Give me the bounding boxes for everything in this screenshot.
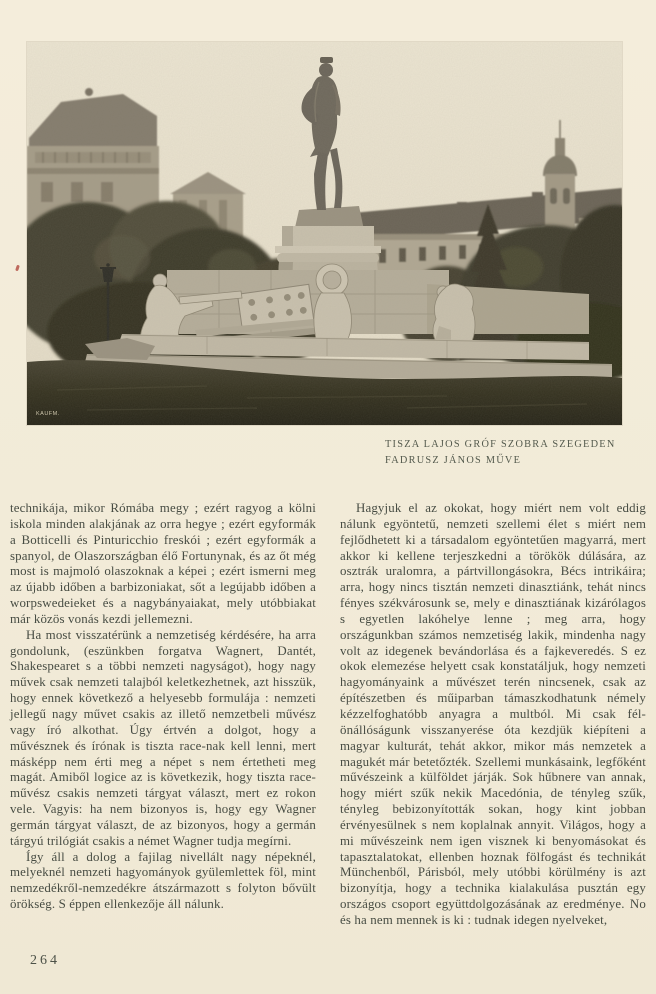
paragraph: Hagyjuk el az okokat, hogy miért nem volt eddig nálunk egyöntetű, nemzeti szellemi élet s miért nem fejlődhetett ki a társadalom egyöntetűen magyarrá, mert akkor ki kellene terjeszkedni a törökök dúlására, az osztrák uralomra, a pártvillongásokra, Bécs intrikáira; arra, hogy nincs tisztán nemzeti dinasztiánk, tehát nincs fényes székvárosunk se, mely e dinasztiának kizárólagos s egyetlen lakóhelye lenne ; meg arra, hogy országunkban számos nemzetiség lakik, mindenha nagy volt az idegenek bevándorlása és a fajkeveredés. S ez okok elemezése helyett csak konstatáljuk, hogy nemzeti hagyományaink a művészet terén nincsenek, csak az építészetben és műiparban támaszkodhatunk némely kézzelfoghatóbb anyagra a multból. Mi csak fél-önállóságunk visszanyerése óta kezdjük kiépíteni a magyar kulturát, tehát akkor, mikor más nemzetek a magukét már betetőzték. Szellemi munkásaink, legfőként művészeink a külföldet járják. Sok hűbnere van annak, hogy miért szűk nekik Macedónia, de tényleg szűk, tényleg bebizonyították sokan, hogy kint jobban érvényesülnek s nem koplalnak annyit. Világos, hogy a mi művészeink nem igen visznek ki benyomásokat és tapasztalatokat, ellenben hoznak fölfogást és technikát Münchenből, Párisból, mely utóbbi körülmény is azt bizonyítja, hogy a technika kialakulása pusztán egy országos csoport együttdolgozásának az eredménye. No és ha nem mennek is ki : tudnak idegen nyelveket, xyxy=(340,501,646,927)
caption-line-2: FADRUSZ JÁNOS MŰVE xyxy=(385,455,522,466)
left-column xyxy=(10,501,316,929)
right-column xyxy=(340,501,646,929)
page-number: 264 xyxy=(30,953,60,968)
photo-caption xyxy=(385,437,635,469)
monument-photo-art xyxy=(27,42,622,425)
text-columns xyxy=(10,501,647,929)
paragraph: technikája, mikor Rómába megy ; ezért ragyog a kölni iskola minden alakjának az orra hegye ; ezért egyformák a Botticelli és Pinturicchio freskói ; ezért egyformák a spanyol, de Olaszországban élő Fortunynak, és az őt még most is majmoló olaszoknak a képei ; ezért ismerni meg az újabb időben a barbizoniakat, sőt a legújabb időben a worpswedeieket és a nagybányaiakat, mely utóbbiakat már közös vonás kezdi jellemezni. xyxy=(10,501,316,626)
monument-photograph xyxy=(27,42,622,425)
red-ink-speck xyxy=(15,265,20,272)
paragraph: Így áll a dolog a fajilag nivellált nagy népeknél, melyeknél nemzeti hagyományok gyülemlettek föl, mint nemzedékről-nemzedékre átszármazott s folyton bővült örökség. S éppen ellenkezője áll nálunk. xyxy=(10,849,316,912)
paragraph: Ha most visszatérünk a nemzetiség kérdésére, ha arra gondolunk, (eszünkben forgatva Wagnert, Dantét, Shakespearet s a többi nemzeti nagyságot), hogy nagy művek csak nemzeti talajból keletkezhetnek, azt hisszük, hogy ennek következő a helyesebb formulája : nemzeti jellegű nagy művet csakis az illető nemzetbeli művész vagy író alkothat. Úgy értvén a dolgot, hogy a művésznek és írónak is tiszta race-nak kell lenni, mert másképp nem érti meg a népet s nem értetheti meg magát. Amiből logice az is következik, hogy tiszta race-művész csakis nemzeti tárgyat választ, mert ez rokon vele. Vagyis: ha nem bizonyos is, hogy egy Wagner germán tárgyat választ, de az bizonyos, hogy a germán tárgyú trilógiát csakis a német Wagner tudja megírni. xyxy=(10,627,316,848)
photo-grain-overlay xyxy=(27,42,622,425)
caption-line-1: TISZA LAJOS GRÓF SZOBRA SZEGEDEN xyxy=(385,439,616,450)
